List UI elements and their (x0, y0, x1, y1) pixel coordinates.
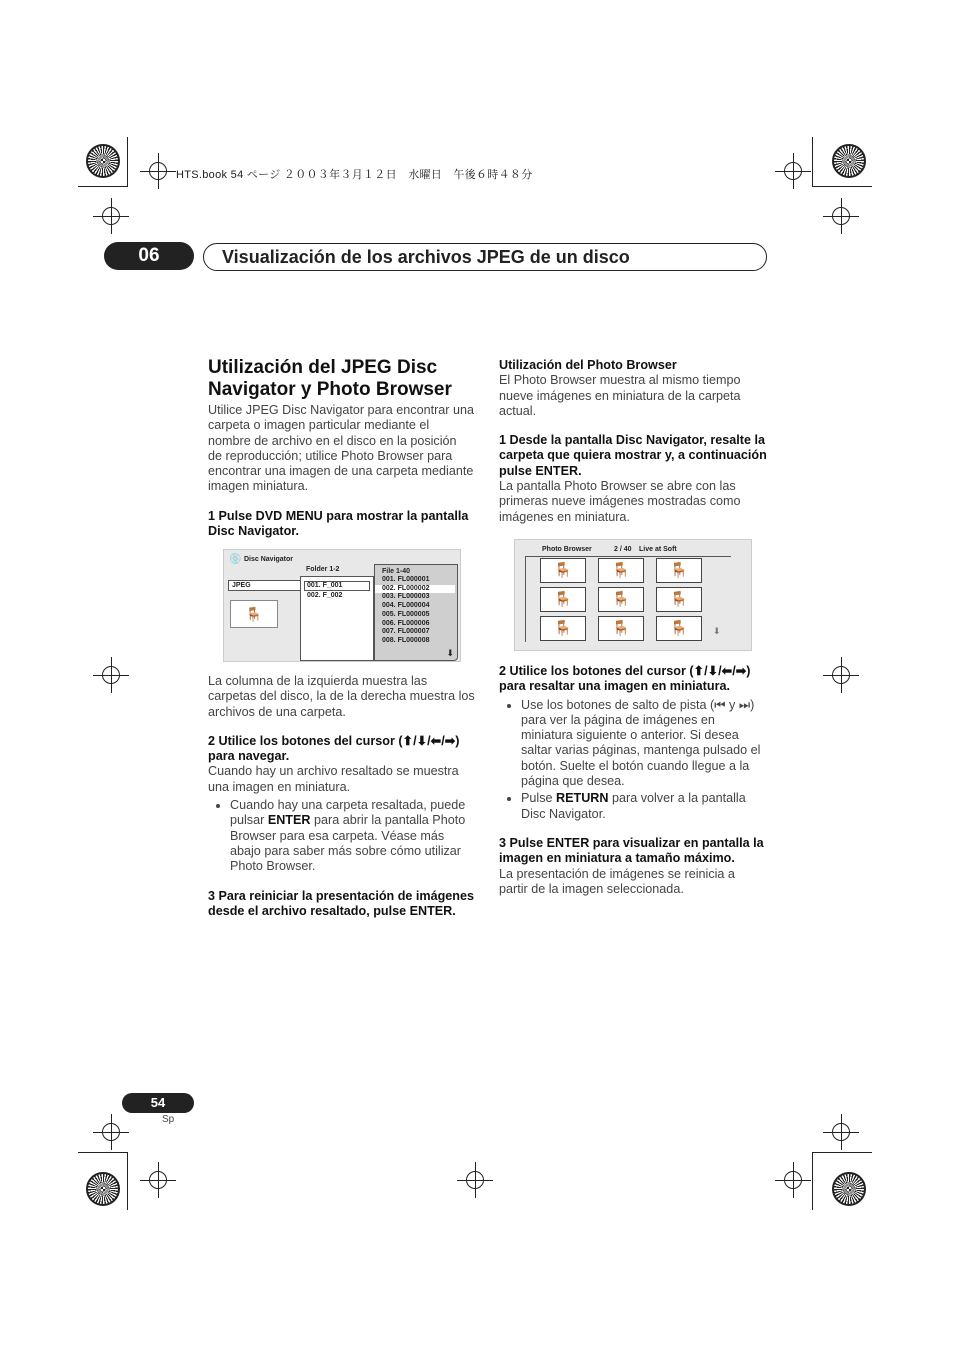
heading-line: Navigator y Photo Browser (208, 379, 452, 400)
crop-mark (127, 137, 128, 187)
crop-mark (127, 1152, 128, 1210)
registration-mark-icon (149, 1171, 167, 1189)
heading-line: Utilización del JPEG Disc (208, 357, 438, 378)
file-item[interactable]: 008. FL000008 (382, 636, 430, 644)
disc-navigator-title: Disc Navigator (244, 556, 294, 563)
crop-mark (78, 186, 128, 187)
right-column (499, 358, 767, 525)
key-name: ENTER (267, 813, 311, 828)
thumbnail[interactable]: 🪑 (656, 616, 702, 641)
sunburst-mark-icon (86, 1172, 120, 1206)
file-list (374, 564, 458, 661)
registration-mark-icon (832, 666, 850, 684)
divider (525, 556, 526, 642)
folder-list-item[interactable]: JPEG (228, 580, 301, 591)
left-column-lower (208, 674, 476, 919)
thumbnail[interactable]: 🪑 (540, 616, 586, 641)
page-number: 54 (122, 1093, 194, 1113)
photo-browser-title: Photo Browser (542, 546, 592, 553)
intro-paragraph: Utilice JPEG Disc Navigator para encontrar una carpeta o imagen particular mediante el nombre de archivo en el disco en la posición de reproducción; utilice Photo Browser para encontrar una imagen de una carpeta mediante imagen miniatura. (208, 403, 474, 494)
file-item[interactable]: 002. FL000002 (375, 585, 455, 594)
step-2: 2 Utilice los botones del cursor (⬆/⬇/⬅/➡) para navegar. (208, 733, 460, 764)
right-column-lower (499, 650, 767, 897)
bullet-text: para abrir la pantalla Photo Browser para esa carpeta. Véase más abajo para saber más sobre cómo utilizar Photo Browser. (230, 813, 466, 874)
file-item[interactable]: 006. FL000006 (382, 619, 430, 627)
registration-mark-icon (784, 1171, 802, 1189)
chapter-number: 06 (104, 242, 194, 270)
folder-list (300, 576, 374, 661)
folder-header: Folder 1-2 (306, 566, 340, 573)
file-item[interactable]: 001. FL000001 (382, 576, 430, 583)
bullet-list (499, 698, 767, 822)
right-step-1-text: La pantalla Photo Browser se abre con las primeras nueve imágenes mostradas como imágenes en miniatura. (499, 479, 741, 524)
crop-mark (812, 186, 872, 187)
file-header: File 1-40 (382, 568, 411, 575)
thumbnail-preview: 🪑 (230, 600, 278, 628)
left-column (208, 403, 474, 539)
thumbnail[interactable]: 🪑 (540, 587, 586, 612)
bullet-item (521, 791, 767, 822)
right-step-2: 2 Utilice los botones del cursor (⬆/⬇/⬅/➡) para resaltar una imagen en miniatura. (499, 664, 751, 694)
right-step-1: 1 Desde la pantalla Disc Navigator, resalte la carpeta que quiera mostrar y, a continuación pulse ENTER. (499, 433, 767, 478)
crop-mark (812, 1152, 813, 1210)
right-step-3: 3 Pulse ENTER para visualizar en pantalla la imagen en miniatura a tamaño máximo. (499, 835, 764, 866)
bullet-item (230, 798, 476, 874)
sunburst-mark-icon (86, 144, 120, 178)
file-item[interactable]: 005. FL000005 (382, 610, 430, 618)
bullet-text: Pulse (521, 791, 557, 806)
registration-mark-icon (832, 1123, 850, 1141)
sunburst-mark-icon (832, 144, 866, 178)
sunburst-mark-icon (832, 1172, 866, 1206)
page-indicator: 2 / 40 (614, 546, 632, 553)
registration-mark-icon (466, 1171, 484, 1189)
chapter-title: Visualización de los archivos JPEG de un disco (203, 243, 767, 271)
file-item[interactable]: 007. FL000007 (382, 628, 430, 636)
step-3: 3 Para reiniciar la presentación de imágenes desde el archivo resaltado, pulse ENTER. (208, 888, 474, 918)
folder-item[interactable]: 001. F_001 (304, 581, 370, 591)
disc-icon: 💿 (229, 554, 242, 565)
key-name: RETURN (556, 791, 609, 806)
scroll-down-icon: ⬇ (713, 626, 721, 636)
section-heading (208, 357, 478, 401)
registration-mark-icon (102, 1123, 120, 1141)
folder-name: Live at Soft (639, 546, 677, 553)
thumbnail[interactable]: 🪑 (598, 587, 644, 612)
thumbnail[interactable]: 🪑 (540, 558, 586, 583)
step-1: 1 Pulse DVD MENU para mostrar la pantalla Disc Navigator. (208, 508, 469, 539)
disc-navigator-screen (223, 549, 461, 662)
file-item[interactable]: 004. FL000004 (382, 602, 430, 610)
right-step-3-text: La presentación de imágenes se reinicia a partir de la imagen seleccionada. (499, 866, 735, 896)
bullet-item: • Use los botones de salto de pista (⏮ y ⏭) para ver la página de imágenes en miniatura siguiente o anterior. Si desea saltar varias páginas, mantenga pulsado el botón. Suelte el botón cuando llegue a la página que desea. (521, 698, 767, 790)
subheading: Utilización del Photo Browser (499, 358, 677, 372)
bullet-list (208, 798, 476, 874)
language-code: Sp (162, 1114, 175, 1125)
thumbnail[interactable]: 🪑 (656, 587, 702, 612)
thumbnail[interactable]: 🪑 (598, 558, 644, 583)
bullet-text: Cuando hay una carpeta resaltada, puede pulsar (230, 798, 466, 828)
photo-browser-screen (514, 539, 752, 651)
registration-mark-icon (149, 162, 167, 180)
crop-mark (78, 1152, 128, 1153)
after-screen-paragraph: La columna de la izquierda muestra las carpetas del disco, la de la derecha muestra los archivos de una carpeta. (208, 674, 475, 719)
registration-mark-icon (832, 207, 850, 225)
thumbnail[interactable]: 🪑 (656, 558, 702, 583)
bullet-text: para volver a la pantalla Disc Navigator. (521, 791, 746, 821)
divider (525, 556, 731, 557)
crop-mark (812, 1152, 872, 1153)
registration-mark-icon (102, 666, 120, 684)
crop-mark (812, 137, 813, 187)
thumbnail[interactable]: 🪑 (598, 616, 644, 641)
step-2-text: Cuando hay un archivo resaltado se muestra una imagen en miniatura. (208, 764, 459, 794)
folder-item[interactable]: 002. F_002 (307, 592, 343, 599)
registration-mark-icon (784, 162, 802, 180)
file-item[interactable]: 003. FL000003 (382, 593, 430, 601)
scroll-down-icon: ⬇ (446, 648, 454, 658)
registration-mark-icon (102, 207, 120, 225)
print-info: HTS.book 54 ページ ２００３年３月１２日 水曜日 午後６時４８分 (176, 169, 533, 181)
right-intro: El Photo Browser muestra al mismo tiempo nueve imágenes en miniatura de la carpeta actual. (499, 373, 741, 418)
